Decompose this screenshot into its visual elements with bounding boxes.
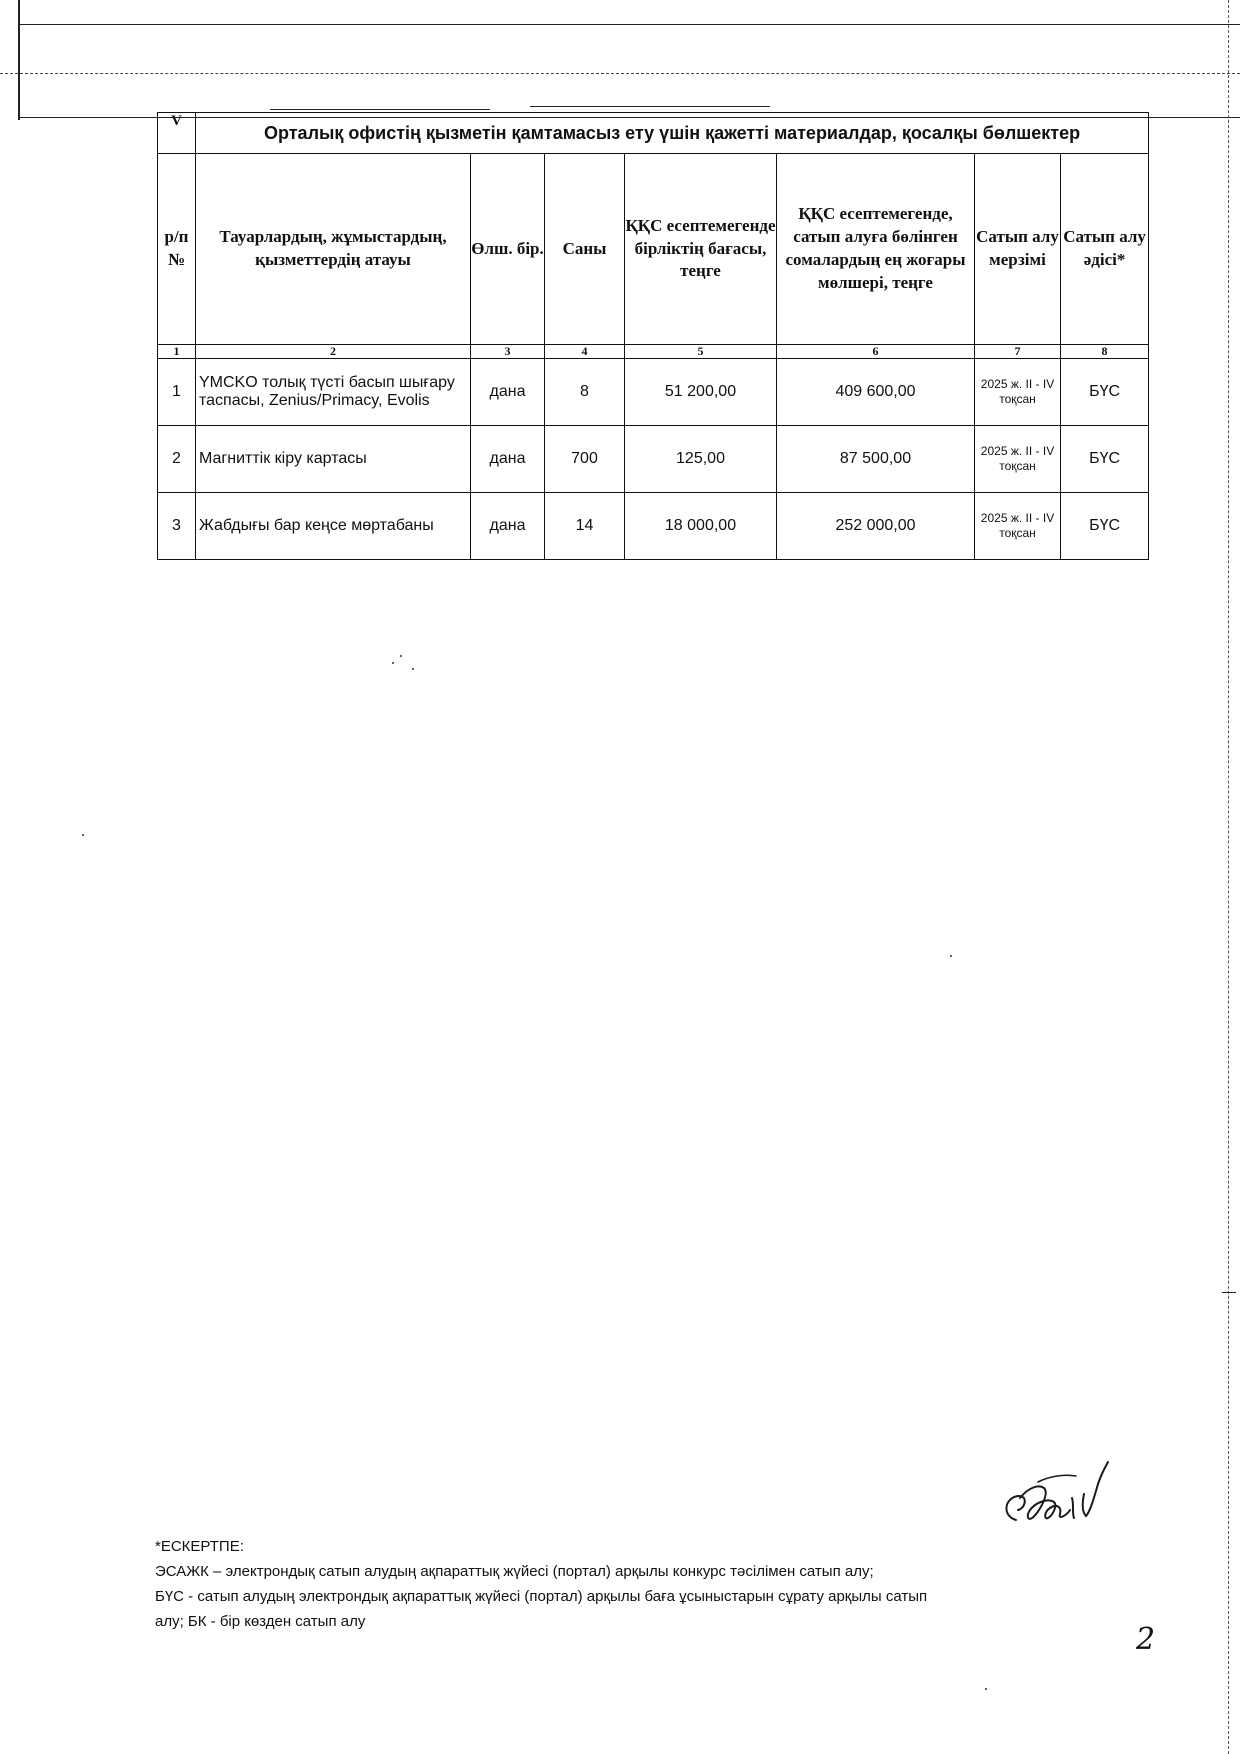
header-rp-no: р/п №	[158, 154, 196, 345]
header-term: Сатып алу мерзімі	[975, 154, 1061, 345]
item-unit: дана	[471, 426, 545, 493]
header-total: ҚҚС есептемегенде, сатып алуға бөлінген сомалардың ең жоғары мөлшері, теңге	[777, 154, 975, 345]
header-method: Сатып алу әдісі*	[1061, 154, 1149, 345]
page-number: 2	[1136, 1622, 1156, 1657]
scan-speck	[392, 662, 394, 664]
scan-dash-line	[0, 73, 1240, 74]
item-name: YMCKO толық түсті басып шығару таспасы, Zenius/Primacy, Evolis	[196, 359, 471, 426]
scan-speck	[82, 834, 84, 836]
scan-right-tick	[1222, 1292, 1236, 1293]
column-number-row	[158, 345, 1149, 359]
header-row	[158, 154, 1149, 345]
scan-speck	[985, 1688, 987, 1690]
row-number: 2	[158, 426, 196, 493]
item-method: БҮС	[1061, 359, 1149, 426]
item-unit: дана	[471, 493, 545, 560]
note-line-esazhk: ЭСАЖК – электрондық сатып алудың ақпараттық жүйесі (портал) арқылы конкурс тәсілімен сатып алу;	[155, 1563, 874, 1580]
header-price: ҚҚС есептемегенде бірліктің бағасы, теңге	[625, 154, 777, 345]
table-row	[158, 359, 1149, 426]
item-qty: 14	[545, 493, 625, 560]
column-number: 6	[777, 345, 975, 359]
item-name: Магниттік кіру картасы	[196, 426, 471, 493]
item-price: 18 000,00	[625, 493, 777, 560]
scan-line-short-2	[530, 106, 770, 107]
item-total: 252 000,00	[777, 493, 975, 560]
scan-speck	[400, 655, 402, 657]
table-row	[158, 493, 1149, 560]
column-number: 1	[158, 345, 196, 359]
note-line-bk: алу; БК - бір көзден сатып алу	[155, 1613, 366, 1630]
scan-speck	[950, 955, 952, 957]
section-title: Орталық офистің қызметін қамтамасыз ету үшін қажетті материалдар, қосалқы бөлшектер	[196, 113, 1149, 154]
item-method: БҮС	[1061, 493, 1149, 560]
procurement-table	[157, 112, 1149, 560]
item-method: БҮС	[1061, 426, 1149, 493]
header-name: Тауарлардың, жұмыстардың, қызметтердің атауы	[196, 154, 471, 345]
column-number: 3	[471, 345, 545, 359]
scan-left-edge	[18, 0, 20, 120]
scan-line-short	[270, 109, 490, 110]
item-total: 87 500,00	[777, 426, 975, 493]
item-qty: 700	[545, 426, 625, 493]
signature-image	[998, 1458, 1128, 1538]
column-number: 2	[196, 345, 471, 359]
header-qty: Саны	[545, 154, 625, 345]
scan-speck	[412, 668, 414, 670]
note-heading: *ЕСКЕРТПЕ:	[155, 1538, 244, 1555]
item-price: 125,00	[625, 426, 777, 493]
item-term: 2025 ж. II - IV тоқсан	[975, 359, 1061, 426]
table-row	[158, 426, 1149, 493]
header-unit: Өлш. бір.	[471, 154, 545, 345]
item-term: 2025 ж. II - IV тоқсан	[975, 426, 1061, 493]
column-number: 7	[975, 345, 1061, 359]
item-price: 51 200,00	[625, 359, 777, 426]
item-term: 2025 ж. II - IV тоқсан	[975, 493, 1061, 560]
row-number: 3	[158, 493, 196, 560]
column-number: 4	[545, 345, 625, 359]
section-row	[158, 113, 1149, 154]
row-number: 1	[158, 359, 196, 426]
scan-right-edge	[1228, 0, 1229, 1754]
item-unit: дана	[471, 359, 545, 426]
column-number: 5	[625, 345, 777, 359]
column-number: 8	[1061, 345, 1149, 359]
item-qty: 8	[545, 359, 625, 426]
scan-top-line	[18, 24, 1240, 25]
note-line-bus: БҮС - сатып алудың электрондық ақпараттық жүйесі (портал) арқылы баға ұсыныстарын сұрату арқылы сатып	[155, 1588, 928, 1605]
section-number: V	[158, 113, 196, 154]
item-total: 409 600,00	[777, 359, 975, 426]
item-name: Жабдығы бар кеңсе мөртабаны	[196, 493, 471, 560]
